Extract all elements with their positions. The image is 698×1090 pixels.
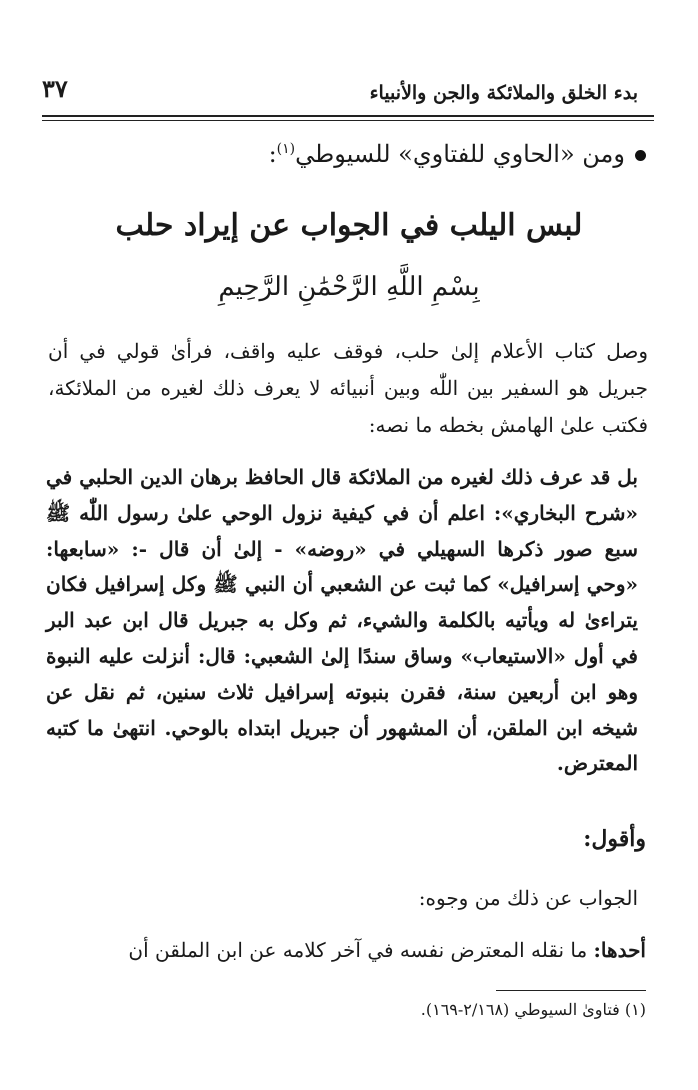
source-line: [269, 140, 646, 168]
quoted-objection: بل قد عرف ذلك لغيره من الملائكة قال الحافظ برهان الدين الحلبي في «شرح البخاري»: اعلم أن في كيفية نزول الوحي علىٰ رسول اللّٰه ﷺ سبع صور ذكرها السهيلي في «روضه» - إلىٰ أن قال -: «سابعها: «وحي إسرافيل» كما ثبت عن الشعبي أن النبي ﷺ وكل إسرافيل فكان يتراءىٰ له ويأتيه بالكلمة والشيء، ثم وكل به جبريل قال ابن عبد البر في أول «الاستيعاب» وساق سندًا إلىٰ الشعبي: قال: أنزلت عليه النبوة وهو ابن أربعين سنة، فقرن بنبوته إسرافيل ثلاث سنين، ثم نقل عن شيخه ابن الملقن، أن المشهور أن جبريل ابتداه بالوحي. انتهىٰ ما كتبه المعترض.: [46, 465, 638, 776]
running-title: بدء الخلق والملائكة والجن والأنبياء: [369, 82, 638, 104]
first-point-lead: أحدها:: [593, 938, 646, 962]
footnote-rule: [496, 990, 646, 991]
source-text: ومن «الحاوي للفتاوي» للسيوطي: [295, 140, 625, 168]
header-rule-thick: [42, 115, 654, 117]
aqool-heading: وأقول:: [583, 826, 646, 852]
paragraph-answer-intro: الجواب عن ذلك من وجوه:: [418, 886, 638, 910]
source-suffix: :: [268, 140, 277, 168]
basmala: بِسْمِ اللَّهِ الرَّحْمَٰنِ الرَّحِيمِ: [218, 272, 480, 302]
footnote-ref[interactable]: (١): [276, 141, 296, 157]
treatise-title: لبس اليلب في الجواب عن إيراد حلب: [115, 208, 583, 243]
paragraph-first-point: [38, 932, 646, 969]
page-number: ٣٧: [42, 74, 68, 103]
paragraph-intro: وصل كتاب الأعلام إلىٰ حلب، فوقف عليه واقف، فرأىٰ قولي في أن جبريل هو السفير بين اللّٰه وبين أنبيائه لا يعرف ذلك لغيره من الملائكة، فكتب علىٰ الهامش بخطه ما نصه:: [48, 339, 648, 437]
footnote: (١) فتاوىٰ السيوطي (٢/١٦٨-١٦٩).: [420, 1000, 646, 1019]
bullet-icon: [635, 150, 646, 161]
header-rule-thin: [42, 120, 654, 121]
first-point-text: ما نقله المعترض نفسه في آخر كلامه عن ابن الملقن أن: [128, 938, 588, 962]
